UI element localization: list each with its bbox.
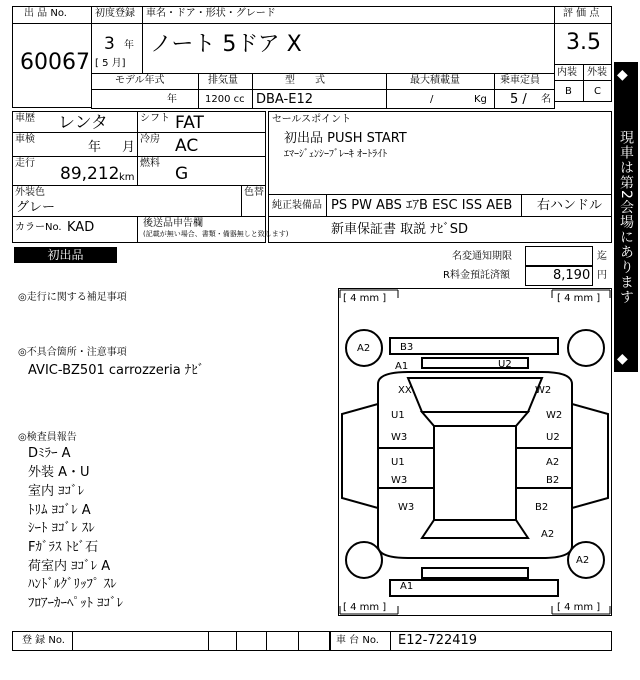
shift-label: シフト [140, 113, 170, 124]
capacity-label: 乗車定員 [500, 75, 540, 86]
model-year-label: モデル年式 [115, 75, 165, 86]
body-outline [342, 372, 608, 558]
front-bumper [390, 338, 558, 354]
docs-label: 後送品申告欄 [143, 218, 203, 229]
mark-u2: U2 [498, 359, 512, 370]
carname-label: 車名・ドア・形状・グレード [146, 8, 276, 19]
venue-banner [614, 62, 638, 372]
lot-label: 出 品 No. [24, 8, 67, 19]
inspector-item: Fｶﾞﾗｽ ﾄﾋﾞ石 [28, 540, 99, 555]
venue-text: 現車は第2会場にあります [618, 129, 634, 305]
sales-label: セールスポイント [272, 114, 352, 125]
mark-w2-b: W2 [546, 410, 563, 421]
name-change-label: 名変通知期限 [452, 251, 512, 262]
mark-a2-b: A2 [546, 457, 560, 468]
inspector-item: 外装 A・U [28, 465, 90, 480]
front-grille [422, 358, 528, 368]
first-reg-month: [ 5 月] [95, 58, 126, 69]
car-diagram [338, 288, 612, 616]
chassis-number: E12-722419 [398, 633, 478, 648]
hood [408, 378, 542, 412]
score-label: 評 価 点 [563, 8, 600, 19]
mark-b2-b: B2 [535, 502, 549, 513]
model-year-unit: 年 [167, 94, 177, 105]
docs-note: (記載が無い場合、書類・備器無しと致します) [143, 230, 289, 238]
inspector-label: ◎検査員報告 [18, 432, 77, 443]
mark-u2-b: U2 [546, 432, 560, 443]
inspection-year: 年 [88, 140, 102, 155]
displacement: 1200 cc [205, 94, 245, 105]
interior-score: B [565, 86, 572, 97]
inspector-item: ﾄﾘﾑ ﾖｺﾞﾚ A [28, 503, 91, 518]
mark-u1-a: U1 [391, 410, 405, 421]
mileage-unit: km [119, 172, 135, 183]
diamond-icon-bottom: ◆ [617, 351, 628, 367]
first-reg-year: 3 [104, 34, 115, 54]
mark-a1-left: A1 [395, 361, 409, 372]
wheel-front-right [568, 330, 604, 366]
exterior-label: 外装 [587, 67, 607, 78]
windshield [422, 412, 528, 426]
equipment-label: 純正装備品 [272, 200, 322, 211]
recycle-label: R料金預託済額 [443, 270, 510, 281]
mark-b2-a: B2 [546, 475, 560, 486]
first-reg-label: 初度登録 [95, 8, 135, 19]
max-load: / [430, 94, 434, 105]
roof [434, 426, 516, 520]
score-value: 3.5 [566, 30, 601, 55]
tire-depth-br: [ 4 mm ] [557, 602, 601, 613]
color-change-label: 色替 [244, 187, 264, 198]
history: レンタ [58, 113, 108, 133]
inspector-item: ﾊﾝﾄﾞﾙｸﾞﾘｯﾌﾟ ｽﾚ [28, 577, 117, 592]
warranty: 新車保証書 取説 ﾅﾋﾞSD [331, 222, 469, 237]
recycle-unit: 円 [597, 270, 607, 281]
capacity-unit: 名 [541, 94, 551, 105]
inspection-month: 月 [122, 140, 136, 155]
tire-depth-tr: [ 4 mm ] [557, 293, 601, 304]
inspector-item: 荷室内 ﾖｺﾞﾚ A [28, 559, 111, 574]
mark-w3-b: W3 [391, 475, 408, 486]
name-change-field [525, 246, 593, 266]
mark-a2-c: A2 [541, 529, 555, 540]
ac: AC [175, 136, 199, 156]
mark-a1-rear: A1 [400, 581, 414, 592]
defect-text: AVIC-BZ501 carrozzeria ﾅﾋﾞ [28, 363, 205, 378]
shift: FAT [175, 113, 204, 133]
rear-window [422, 520, 528, 538]
inspector-item: ﾌﾛｱｰｶｰﾍﾟｯﾄ ﾖｺﾞﾚ [28, 596, 124, 611]
sales-line1: 初出品 PUSH START [284, 131, 407, 146]
mark-a2-d: A2 [576, 555, 590, 566]
exterior-score: C [594, 86, 601, 97]
year-unit: 年 [124, 40, 134, 51]
defect-label: ◎不具合箇所・注意事項 [18, 347, 127, 358]
mileage: 89,212 [60, 164, 120, 184]
reg-no-label: 登 録 No. [22, 635, 65, 646]
max-load-unit: Kg [474, 94, 487, 105]
car-name: ノート 5ドア X [150, 32, 302, 57]
ext-color-label: 外装色 [15, 187, 45, 198]
mileage-label: 走行 [15, 158, 35, 169]
handle: 右ハンドル [537, 198, 603, 213]
interior-label: 内装 [557, 67, 577, 78]
inspector-item: 室内 ﾖｺﾞﾚ [28, 484, 85, 499]
type-label: 型 式 [285, 75, 325, 86]
fuel: G [175, 164, 189, 184]
mark-u1-b: U1 [391, 457, 405, 468]
name-change-unit: 迄 [597, 251, 607, 262]
mark-w2-right: W2 [535, 385, 552, 396]
color-no-label: カラーNo. [15, 222, 62, 233]
lot-number: 60067 [20, 50, 90, 75]
mark-w3-c: W3 [398, 502, 415, 513]
sales-line2: ｴﾏｰｼﾞｪﾝｼｰﾌﾞﾚｰｷ ｵｰﾄﾗｲﾄ [284, 149, 388, 160]
recycle-value: 8,190 [553, 268, 591, 283]
max-load-label: 最大積載量 [410, 75, 460, 86]
inspection-label: 車検 [15, 134, 35, 145]
mark-xx: XX [398, 385, 412, 396]
first-listing: 初出品 [47, 248, 84, 262]
displacement-label: 排気量 [208, 75, 238, 86]
model-type: DBA-E12 [256, 92, 313, 107]
first-listing-banner [14, 247, 117, 263]
rear-panel [422, 568, 528, 578]
fuel-label: 燃料 [140, 158, 160, 169]
equipment: PS PW ABS ｴｱB ESC ISS AEB [331, 198, 513, 213]
driving-label: ◎走行に関する補足事項 [18, 292, 127, 303]
color-no: KAD [67, 220, 95, 235]
chassis-label: 車 台 No. [336, 635, 379, 646]
mark-a2-front-left: A2 [357, 343, 371, 354]
inspector-item: ｼｰﾄ ﾖｺﾞﾚ ｽﾚ [28, 521, 95, 536]
tire-depth-tl: [ 4 mm ] [343, 293, 387, 304]
mark-b3: B3 [400, 342, 414, 353]
history-label: 車歴 [15, 113, 35, 124]
wheel-rear-left [346, 542, 382, 578]
inspector-item: Dﾐﾗｰ A [28, 446, 71, 461]
tire-depth-bl: [ 4 mm ] [343, 602, 387, 613]
ac-label: 冷房 [140, 134, 160, 145]
mark-w3-a: W3 [391, 432, 408, 443]
rear-bumper [390, 580, 558, 596]
diamond-icon-top: ◆ [617, 67, 628, 83]
capacity: 5 / [510, 92, 527, 107]
ext-color: グレー [16, 200, 56, 215]
